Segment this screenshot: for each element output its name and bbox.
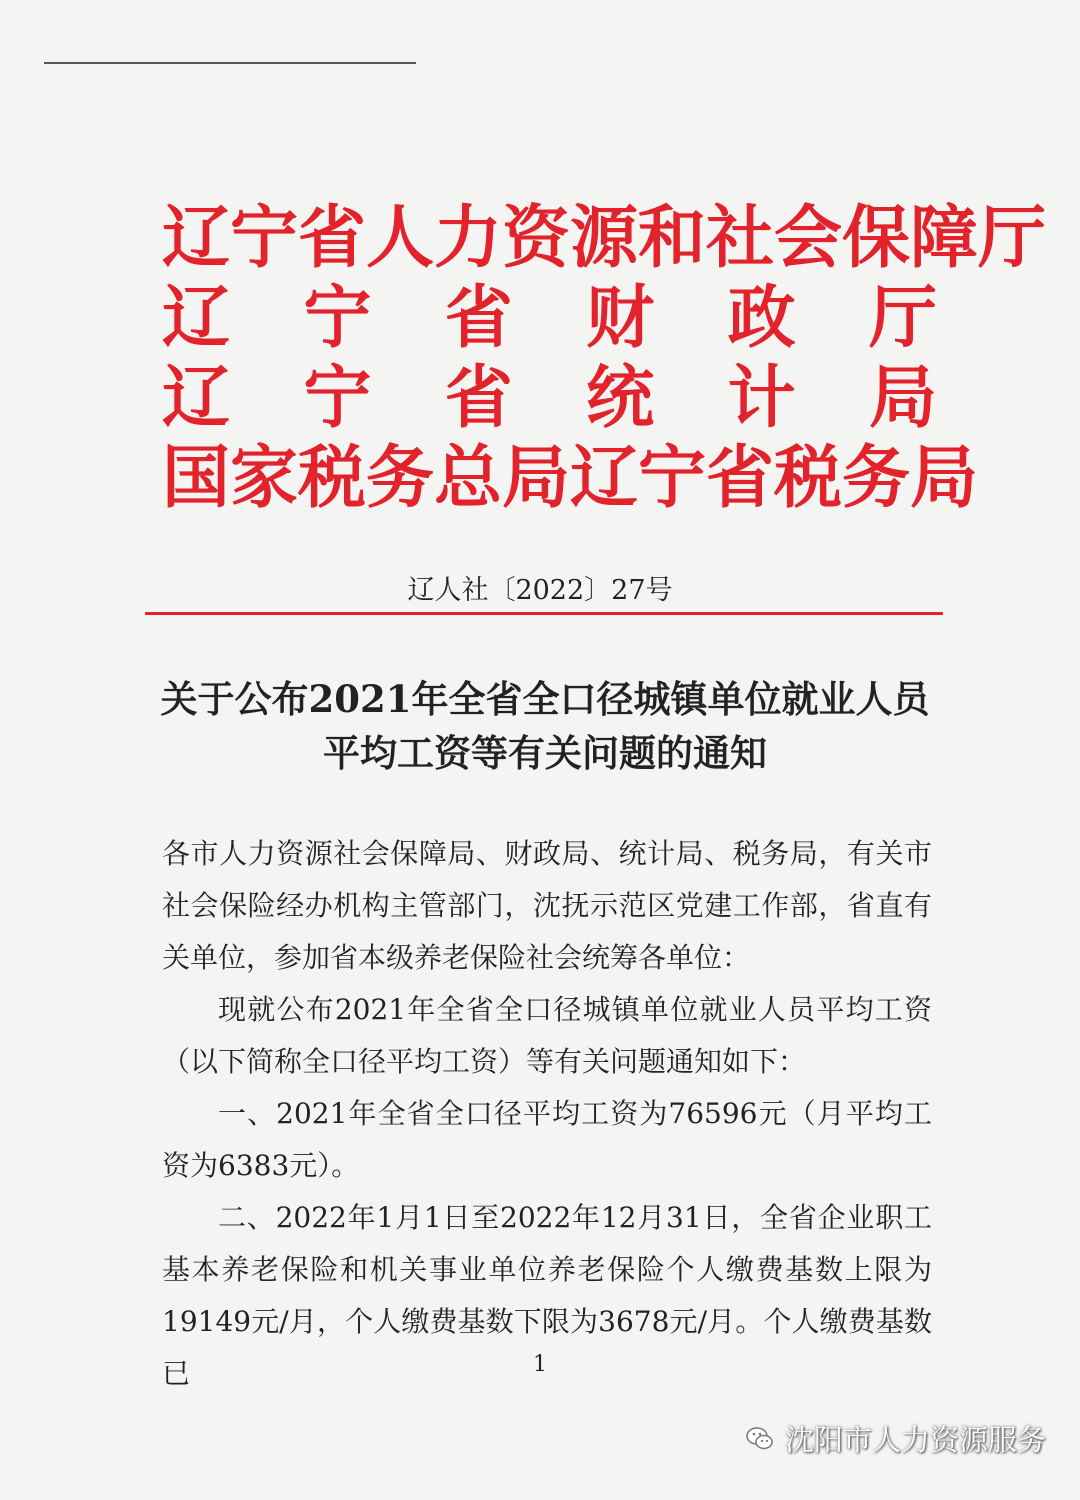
issuer-char: 计 [727, 358, 796, 438]
account-watermark [745, 1418, 1046, 1459]
issuer-line-2 [162, 278, 937, 358]
issuer-char: 政 [727, 278, 796, 358]
wechat-icon [745, 1424, 775, 1454]
top-rule [44, 62, 416, 64]
issuer-line-4: 国家税务总局辽宁省税务局 [162, 438, 979, 518]
issuer-char: 局 [868, 358, 937, 438]
issuer-char: 宁 [303, 358, 372, 438]
issuer-char: 辽 [162, 358, 231, 438]
document-title [150, 672, 940, 780]
issuer-line-1: 辽宁省人力资源和社会保障厅 [162, 198, 1047, 278]
issuer-line-3 [162, 358, 937, 438]
intro-paragraph: 现就公布2021年全省全口径城镇单位就业人员平均工资（以下简称全口径平均工资）等有关问题通知如下： [162, 993, 932, 1078]
page-number: 1 [533, 1352, 547, 1377]
title-line-1: 关于公布2021年全省全口径城镇单位就业人员 [160, 677, 930, 721]
document-body [162, 828, 932, 1400]
issuer-char: 统 [586, 358, 655, 438]
issuer-char: 省 [444, 278, 513, 358]
document-number: 辽人社〔2022〕27号 [407, 575, 673, 606]
issuer-char: 财 [586, 278, 655, 358]
addressee-paragraph: 各市人力资源社会保障局、财政局、统计局、税务局，有关市社会保险经办机构主管部门，沈抚示范区党建工作部，省直有关单位，参加省本级养老保险社会统筹各单位： [162, 837, 932, 974]
item-two-paragraph: 二、2022年1月1日至2022年12月31日，全省企业职工基本养老保险和机关事业单位养老保险个人缴费基数上限为19149元/月，个人缴费基数下限为3678元/月。个人缴费基数已 [162, 1201, 932, 1390]
issuer-char: 省 [444, 358, 513, 438]
issuer-block [162, 198, 1047, 518]
issuer-char: 宁 [303, 278, 372, 358]
item-one-paragraph: 一、2021年全省全口径平均工资为76596元（月平均工资为6383元）。 [162, 1097, 932, 1182]
watermark-text: 沈阳市人力资源服务 [784, 1423, 1046, 1457]
red-separator-rule [145, 612, 943, 615]
issuer-char: 辽 [162, 278, 231, 358]
title-line-2: 平均工资等有关问题的通知 [323, 731, 767, 775]
issuer-char: 厅 [868, 278, 937, 358]
